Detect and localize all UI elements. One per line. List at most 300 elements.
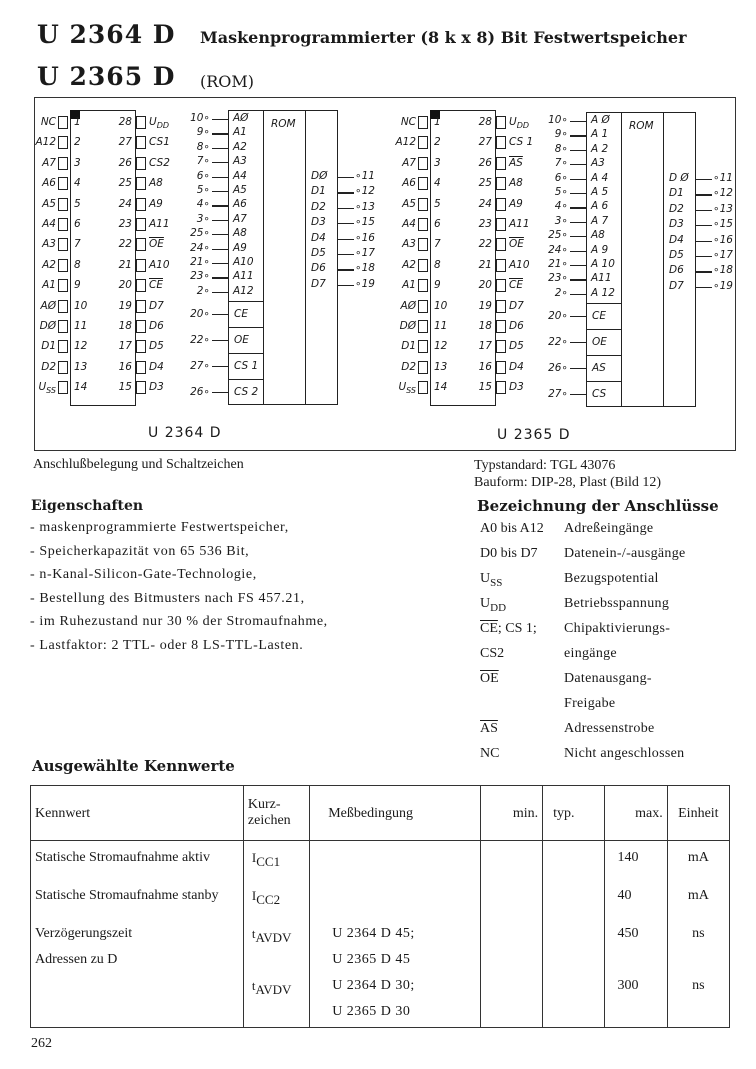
data-output-label: D4 (669, 233, 684, 246)
property-item: - Lastfaktor: 2 TTL- oder 8 LS-TTL-Lasten. (30, 637, 304, 653)
output-line (696, 194, 712, 195)
pin-number: 10 (434, 299, 448, 312)
pin-number: 23 (478, 218, 492, 230)
output-line (338, 192, 354, 193)
pin-number: 24 (118, 197, 132, 210)
input-line (212, 340, 228, 341)
pin-description: Nicht angeschlossen (564, 746, 685, 761)
input-line (570, 251, 586, 252)
pin-symbol: $\overline{AS}$ (480, 721, 498, 736)
pin-number: 3 (434, 156, 441, 169)
rom-core-column (264, 110, 306, 405)
address-input-pin: 8∘ (196, 140, 210, 153)
pin-number: 4 (434, 177, 441, 190)
pin-number: 13 (434, 360, 448, 373)
input-line (570, 179, 586, 180)
data-output-pin: ∘13 (713, 202, 733, 215)
table-row (31, 949, 730, 975)
pin-pad (58, 238, 68, 251)
pin-number: 14 (434, 381, 448, 394)
address-input-pin: 3∘ (196, 212, 210, 225)
pin-pad (418, 320, 428, 333)
pin-number: 28 (118, 116, 132, 128)
pin-label: D4 (149, 360, 164, 373)
control-input-label: CS 1 (234, 359, 259, 372)
address-input-label: AØ (233, 112, 249, 124)
pin-number: 11 (74, 320, 88, 332)
cell-kurzzeichen: $I_{CC1}$ (243, 841, 309, 886)
input-line (570, 368, 586, 369)
cell-kennwert (31, 1001, 244, 1028)
address-input-label: A6 (233, 198, 247, 211)
col-typ: typ. (543, 786, 605, 841)
cell-max: 450 (605, 923, 667, 949)
pin-label: D2 (41, 360, 56, 373)
pin-label: A8 (149, 177, 163, 190)
pin-label: A4 (42, 218, 56, 230)
input-line (212, 249, 228, 250)
title-subtitle: (ROM) (200, 72, 255, 91)
pin-label: CS1 (149, 136, 170, 149)
pin-symbol: NC (480, 746, 500, 761)
address-input-pin: 10∘ (548, 114, 568, 126)
address-input-label: A2 (233, 140, 247, 153)
pin-description: Bezugspotential (564, 571, 659, 586)
parameters-table (30, 785, 730, 1028)
pin-label: $U_{DD}$ (509, 116, 530, 131)
pin-label: D2 (401, 360, 416, 373)
pin-label: $\overline{OE}$ (149, 238, 164, 251)
pin-symbol: $\overline{OE}$ (480, 671, 499, 686)
output-line (696, 256, 712, 257)
type-standard: Typstandard: TGL 43076 (474, 458, 616, 473)
data-output-pin: ∘15 (355, 216, 375, 229)
pin-label: $\overline{OE}$ (509, 238, 524, 251)
data-output-label: D2 (669, 202, 684, 215)
pin-number: 22 (478, 238, 492, 251)
pin-label: $\overline{CE}$ (149, 279, 163, 292)
pin-pad (496, 259, 506, 272)
pin-label: A8 (509, 177, 523, 190)
data-output-label: D7 (669, 279, 684, 292)
pin-label: A12 (395, 136, 416, 149)
cell-max (605, 949, 667, 975)
col-max: max. (605, 786, 667, 841)
cell-einheit: ns (667, 975, 729, 1001)
data-output-pin: ∘16 (713, 233, 733, 246)
table-row (31, 1001, 730, 1028)
col-messbedingung: Meßbedingung (310, 786, 481, 841)
cell-min (480, 923, 542, 949)
pin-pad (418, 238, 428, 251)
output-line (696, 225, 712, 226)
pin-number: 28 (478, 116, 492, 128)
pin-number: 15 (118, 381, 132, 394)
package-info: Bauform: DIP-28, Plast (Bild 12) (474, 475, 662, 490)
data-output-label: D5 (311, 247, 326, 259)
input-line (570, 294, 586, 295)
output-line (696, 210, 712, 211)
output-line (338, 269, 354, 270)
pin-label: $U_{DD}$ (149, 116, 170, 131)
address-input-pin: 4∘ (196, 198, 210, 211)
pin-symbol: $U_{SS}$ (480, 571, 503, 589)
pin-pad (136, 381, 146, 394)
pin-symbol: CS2 (480, 646, 505, 661)
pin-label: $U_{SS}$ (398, 381, 416, 396)
control-input-pin: 27∘ (190, 359, 210, 372)
pin-description: Datenausgang- (564, 671, 652, 686)
address-input-label: A Ø (591, 114, 610, 126)
data-output-label: D Ø (669, 172, 689, 184)
pin-pad (418, 340, 428, 353)
pin-number: 1 (74, 116, 81, 128)
rom-core-column (622, 112, 664, 407)
input-line (570, 236, 586, 237)
chip-label-u2365: U 2365 D (497, 427, 571, 443)
address-input-label: A5 (233, 184, 247, 196)
pin-label: $U_{SS}$ (38, 381, 56, 396)
data-output-label: D5 (669, 249, 684, 261)
address-input-label: A10 (233, 256, 254, 268)
address-input-label: A 10 (591, 258, 615, 270)
pin-pad (58, 259, 68, 272)
pin-pad (136, 259, 146, 272)
pin-description: Chipaktivierungs- (564, 621, 671, 636)
cell-min (480, 1001, 542, 1028)
address-input-label: A8 (591, 229, 605, 242)
property-item: - Bestellung des Bitmusters nach FS 457.21, (30, 590, 305, 606)
pin-number: 12 (434, 340, 448, 353)
control-divider (228, 379, 264, 380)
pin-label: A11 (149, 218, 170, 230)
pin-pad (58, 177, 68, 190)
cell-max (605, 1001, 667, 1028)
pin-label: A9 (509, 197, 523, 210)
pin-pad (418, 198, 428, 211)
cell-einheit: mA (667, 841, 729, 886)
cell-kurzzeichen (243, 949, 309, 975)
rom-title: ROM (271, 118, 296, 130)
output-line (338, 254, 354, 255)
pin-label: A2 (42, 258, 56, 271)
pin-designation-heading: Bezeichnung der Anschlüsse (477, 497, 719, 515)
address-input-pin: 8∘ (554, 142, 568, 155)
pin-pad (58, 340, 68, 353)
pin-symbol: $U_{DD}$ (480, 596, 507, 614)
data-output-pin: ∘19 (713, 279, 733, 292)
input-line (570, 207, 586, 208)
control-divider (228, 353, 264, 354)
address-input-pin: 3∘ (554, 214, 568, 227)
input-line (570, 222, 586, 223)
pin-number: 2 (74, 136, 81, 149)
page-number: 262 (31, 1036, 52, 1051)
data-output-label: D2 (311, 200, 326, 213)
output-line (696, 179, 712, 180)
address-input-pin: 6∘ (196, 169, 210, 182)
pin-pad (418, 177, 428, 190)
pin-pad (418, 259, 428, 272)
address-input-label: A3 (591, 157, 605, 170)
pin-label: CS 1 (509, 136, 534, 149)
pin-number: 21 (118, 258, 132, 271)
control-divider (586, 329, 622, 330)
data-output-pin: ∘16 (355, 231, 375, 244)
pin-number: 25 (118, 177, 132, 190)
address-input-pin: 7∘ (554, 157, 568, 170)
pin-pad (418, 136, 428, 149)
pin-label: A2 (402, 258, 416, 271)
pin-label: NC (40, 116, 56, 128)
pin-label: AØ (40, 299, 56, 312)
pin-label: A7 (42, 156, 56, 169)
pin-number: 7 (434, 238, 441, 251)
cell-messbedingung (310, 885, 481, 923)
input-line (212, 148, 228, 149)
pin-pad (136, 279, 146, 292)
data-output-label: D1 (669, 187, 684, 200)
data-output-pin: ∘17 (355, 247, 375, 259)
address-input-label: A 9 (591, 243, 609, 256)
input-line (570, 342, 586, 343)
cell-messbedingung: U 2365 D 45 (310, 949, 481, 975)
pin-label: A3 (402, 238, 416, 251)
pin-pad (496, 157, 506, 170)
data-output-pin: ∘13 (355, 200, 375, 213)
address-input-pin: 9∘ (554, 128, 568, 141)
pin-label: A3 (42, 238, 56, 251)
pin-description: Adreßeingänge (564, 521, 654, 536)
pin-pad (58, 279, 68, 292)
col-kurzzeichen: Kurz- zeichen (243, 786, 309, 841)
input-line (570, 193, 586, 194)
pin-number: 17 (118, 340, 132, 353)
output-line (338, 223, 354, 224)
cell-einheit (667, 949, 729, 975)
pin-label: A12 (35, 136, 56, 149)
cell-kurzzeichen: $t_{AVDV}$ (243, 975, 309, 1001)
address-input-pin: 2∘ (554, 286, 568, 299)
pin-label: D7 (509, 299, 524, 312)
pin-number: 3 (74, 156, 81, 169)
pin-label: A5 (42, 197, 56, 210)
address-input-label: A11 (233, 270, 254, 283)
data-output-pin: ∘18 (713, 264, 733, 277)
cell-typ (543, 841, 605, 886)
output-line (338, 285, 354, 286)
chip-label-u2364: U 2364 D (148, 425, 222, 441)
pin-label: DØ (39, 320, 56, 332)
control-input-label: CS 2 (234, 385, 259, 398)
table-header-row (31, 786, 730, 841)
pin-number: 7 (74, 238, 81, 251)
pin-pad (136, 300, 146, 313)
pin-number: 12 (74, 340, 88, 353)
address-input-pin: 6∘ (554, 171, 568, 184)
pin-label: D7 (149, 299, 164, 312)
cell-kennwert: Statische Stromaufnahme aktiv (31, 841, 244, 886)
pin-label: A1 (42, 279, 56, 292)
input-line (212, 119, 228, 120)
input-line (212, 263, 228, 264)
input-line (570, 121, 586, 122)
pin-symbol: D0 bis D7 (480, 546, 538, 561)
pin-number: 19 (478, 299, 492, 312)
pin-label: D3 (509, 381, 524, 394)
address-input-pin: 4∘ (554, 200, 568, 213)
pin-pad (136, 136, 146, 149)
cell-kurzzeichen: $I_{CC2}$ (243, 885, 309, 923)
data-output-pin: ∘12 (713, 187, 733, 200)
pin-pad (496, 177, 506, 190)
pin-description: eingänge (564, 646, 617, 661)
pin-description: Datenein-/-ausgänge (564, 546, 686, 561)
cell-min (480, 975, 542, 1001)
data-output-label: D3 (311, 216, 326, 229)
address-input-label: A3 (233, 155, 247, 168)
address-input-label: A8 (233, 227, 247, 240)
control-input-pin: 22∘ (548, 335, 568, 348)
pin-number: 8 (74, 258, 81, 271)
pin-description: Freigabe (564, 696, 616, 711)
cell-messbedingung: U 2364 D 45; (310, 923, 481, 949)
data-output-label: D4 (311, 231, 326, 244)
pin-pad (58, 361, 68, 374)
input-line (212, 234, 228, 235)
col-min: min. (480, 786, 542, 841)
control-input-pin: 26∘ (190, 385, 210, 398)
data-output-label: D6 (669, 264, 684, 277)
data-output-pin: ∘18 (355, 262, 375, 275)
input-line (212, 220, 228, 221)
pin-pad (58, 157, 68, 170)
input-line (570, 279, 586, 280)
control-divider (586, 355, 622, 356)
control-input-label: CS (592, 387, 607, 400)
col-einheit: Einheit (667, 786, 729, 841)
control-input-label: CE (234, 307, 248, 320)
pin-pad (136, 238, 146, 251)
address-input-pin: 9∘ (196, 126, 210, 139)
address-input-label: A12 (233, 284, 254, 297)
address-input-label: A 6 (591, 200, 609, 213)
pin-number: 4 (74, 177, 81, 190)
pin-description: Adressenstrobe (564, 721, 655, 736)
address-input-pin: 25∘ (190, 227, 210, 240)
cell-einheit: mA (667, 885, 729, 923)
control-input-pin: 20∘ (190, 307, 210, 320)
address-input-label: A 4 (591, 171, 609, 184)
pin-label: $\overline{AS}$ (509, 156, 523, 169)
data-output-label: D7 (311, 277, 326, 290)
control-input-pin: 20∘ (548, 309, 568, 322)
parameters-heading: Ausgewählte Kennwerte (32, 757, 235, 775)
cell-messbedingung (310, 841, 481, 886)
input-line (570, 394, 586, 395)
property-item: - im Ruhezustand nur 30 % der Stromaufnahme, (30, 614, 328, 629)
control-divider (586, 381, 622, 382)
pin-pad (58, 116, 68, 129)
pin-number: 21 (478, 258, 492, 271)
cell-kennwert: Adressen zu D (31, 949, 244, 975)
address-input-pin: 10∘ (190, 112, 210, 124)
pin-pad (58, 381, 68, 394)
pin-number: 10 (74, 299, 88, 312)
cell-einheit (667, 1001, 729, 1028)
pin-pad (418, 116, 428, 129)
pin-pad (496, 381, 506, 394)
input-line (570, 135, 586, 136)
pin-symbol: A0 bis A12 (480, 521, 544, 536)
pin-label: D1 (41, 340, 56, 353)
pin-number: 19 (118, 299, 132, 312)
pin-pad (496, 136, 506, 149)
address-input-pin: 21∘ (548, 258, 568, 270)
cell-kennwert: Verzögerungszeit (31, 923, 244, 949)
properties-list (30, 520, 328, 661)
cell-min (480, 841, 542, 886)
pin-label: A4 (402, 218, 416, 230)
pin-number: 6 (74, 218, 81, 230)
control-divider (586, 303, 622, 304)
address-input-pin: 24∘ (548, 243, 568, 256)
pin-description: Betriebsspannung (564, 596, 670, 611)
title-description: Maskenprogrammierter (8 k x 8) Bit Festwertspeicher (200, 28, 687, 47)
control-input-label: CE (592, 309, 606, 322)
address-input-label: A1 (233, 126, 247, 139)
pin-label: NC (400, 116, 416, 128)
data-output-label: D1 (311, 185, 326, 198)
pin-pad (496, 320, 506, 333)
pin-number: 1 (434, 116, 441, 128)
pin-pad (418, 218, 428, 231)
pin-pad (58, 218, 68, 231)
pin-pad (418, 300, 428, 313)
address-input-label: A 2 (591, 142, 609, 155)
address-input-pin: 21∘ (190, 256, 210, 268)
pin-number: 26 (478, 156, 492, 169)
pin-number: 15 (478, 381, 492, 394)
pin-number: 9 (434, 279, 441, 292)
pin-number: 5 (434, 197, 441, 210)
input-line (212, 162, 228, 163)
control-input-pin: 26∘ (548, 361, 568, 374)
pin-pad (58, 136, 68, 149)
pin-number: 25 (478, 177, 492, 190)
pin-pad (496, 279, 506, 292)
input-line (570, 164, 586, 165)
input-line (212, 314, 228, 315)
input-line (212, 292, 228, 293)
properties-heading: Eigenschaften (31, 498, 144, 514)
pin-pad (496, 361, 506, 374)
address-input-pin: 23∘ (548, 272, 568, 285)
address-input-label: A 5 (591, 186, 609, 198)
cell-typ (543, 923, 605, 949)
control-input-pin: 22∘ (190, 333, 210, 346)
pin-pad (418, 279, 428, 292)
pin-pad (136, 177, 146, 190)
pin-pad (496, 238, 506, 251)
pin-number: 11 (434, 320, 448, 332)
pin-number: 16 (478, 360, 492, 373)
part-number-2: U 2365 D (37, 62, 176, 91)
data-output-pin: ∘17 (713, 249, 733, 261)
pin-pad (418, 381, 428, 394)
input-line (212, 177, 228, 178)
pin-number: 20 (118, 279, 132, 292)
